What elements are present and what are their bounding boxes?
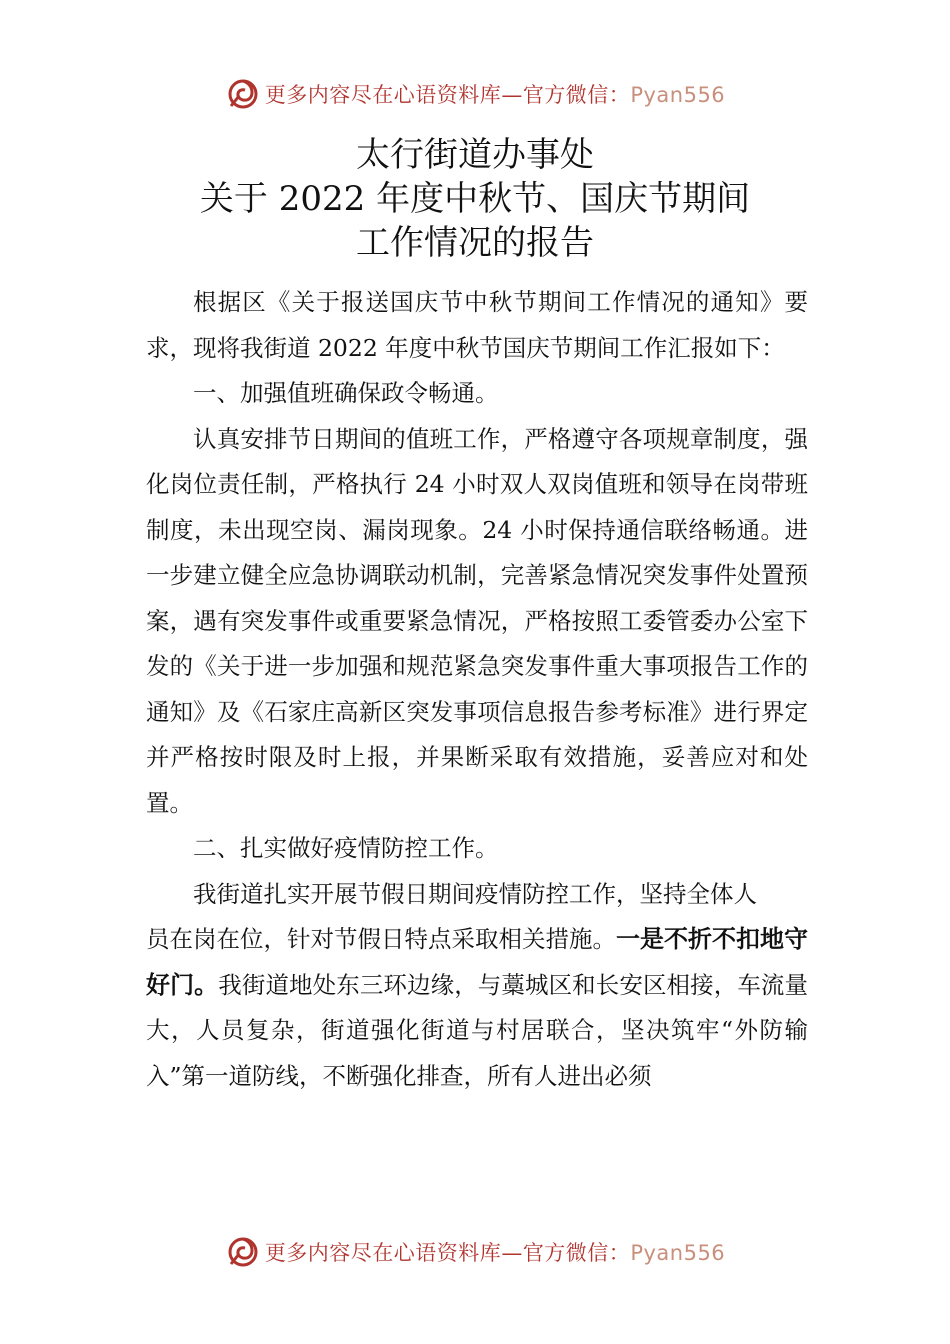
intro-paragraph: 根据区《关于报送国庆节中秋节期间工作情况的通知》要求，现将我街道 2022 年度中秋节国庆节期间工作汇报如下： [146, 288, 808, 362]
document-title [0, 133, 950, 265]
watermark-header [0, 72, 950, 116]
watermark-footer [0, 1230, 950, 1274]
section-2-heading: 二、扎实做好疫情防控工作。 [193, 834, 499, 862]
swirl-logo-icon [225, 76, 261, 112]
title-line-1: 太行街道办事处 [356, 135, 594, 175]
title-line-2: 关于 2022 年度中秋节、国庆节期间 [199, 179, 751, 219]
highlight-text: 一是不折不扣地守好门。 [146, 925, 808, 999]
section-1-heading: 一、加强值班确保政令畅通。 [193, 379, 499, 407]
swirl-logo-icon [225, 1234, 261, 1270]
document-body [146, 280, 808, 1099]
watermark-text: 更多内容尽在心语资料库—官方微信：Pyan556 [264, 1241, 726, 1265]
title-line-3: 工作情况的报告 [356, 223, 594, 263]
section-2-paragraph: 员在岗在位，针对节假日特点采取相关措施。一是不折不扣地守好门。我街道地处东三环边缘，与藁城区和长安区相接，车流量大，人员复杂，街道强化街道与村居联合，坚决筑牢“外防输入”第一道防线，不断强化排查，所有人进出必须 [146, 925, 809, 1090]
watermark-text: 更多内容尽在心语资料库—官方微信：Pyan556 [264, 83, 726, 107]
section-2-first-line: 我街道扎实开展节假日期间疫情防控工作，坚持全体人 [193, 879, 757, 908]
section-1-paragraph: 认真安排节日期间的值班工作，严格遵守各项规章制度，强化岗位责任制，严格执行 24 小时双人双岗值班和领导在岗带班制度，未出现空岗、漏岗现象。24 小时保持通信联络畅通。进一步建立健全应急协调联动机制，完善紧急情况突发事件处置预案，遇有突发事件或重要紧急情况，严格按照工委管委办公室下发的《关于进一步加强和规范紧急突发事件重大事项报告工作的通知》及《石家庄高新区突发事项信息报告参考标准》进行界定并严格按时限及时上报，并果断采取有效措施，妥善应对和处置。 [146, 424, 808, 817]
